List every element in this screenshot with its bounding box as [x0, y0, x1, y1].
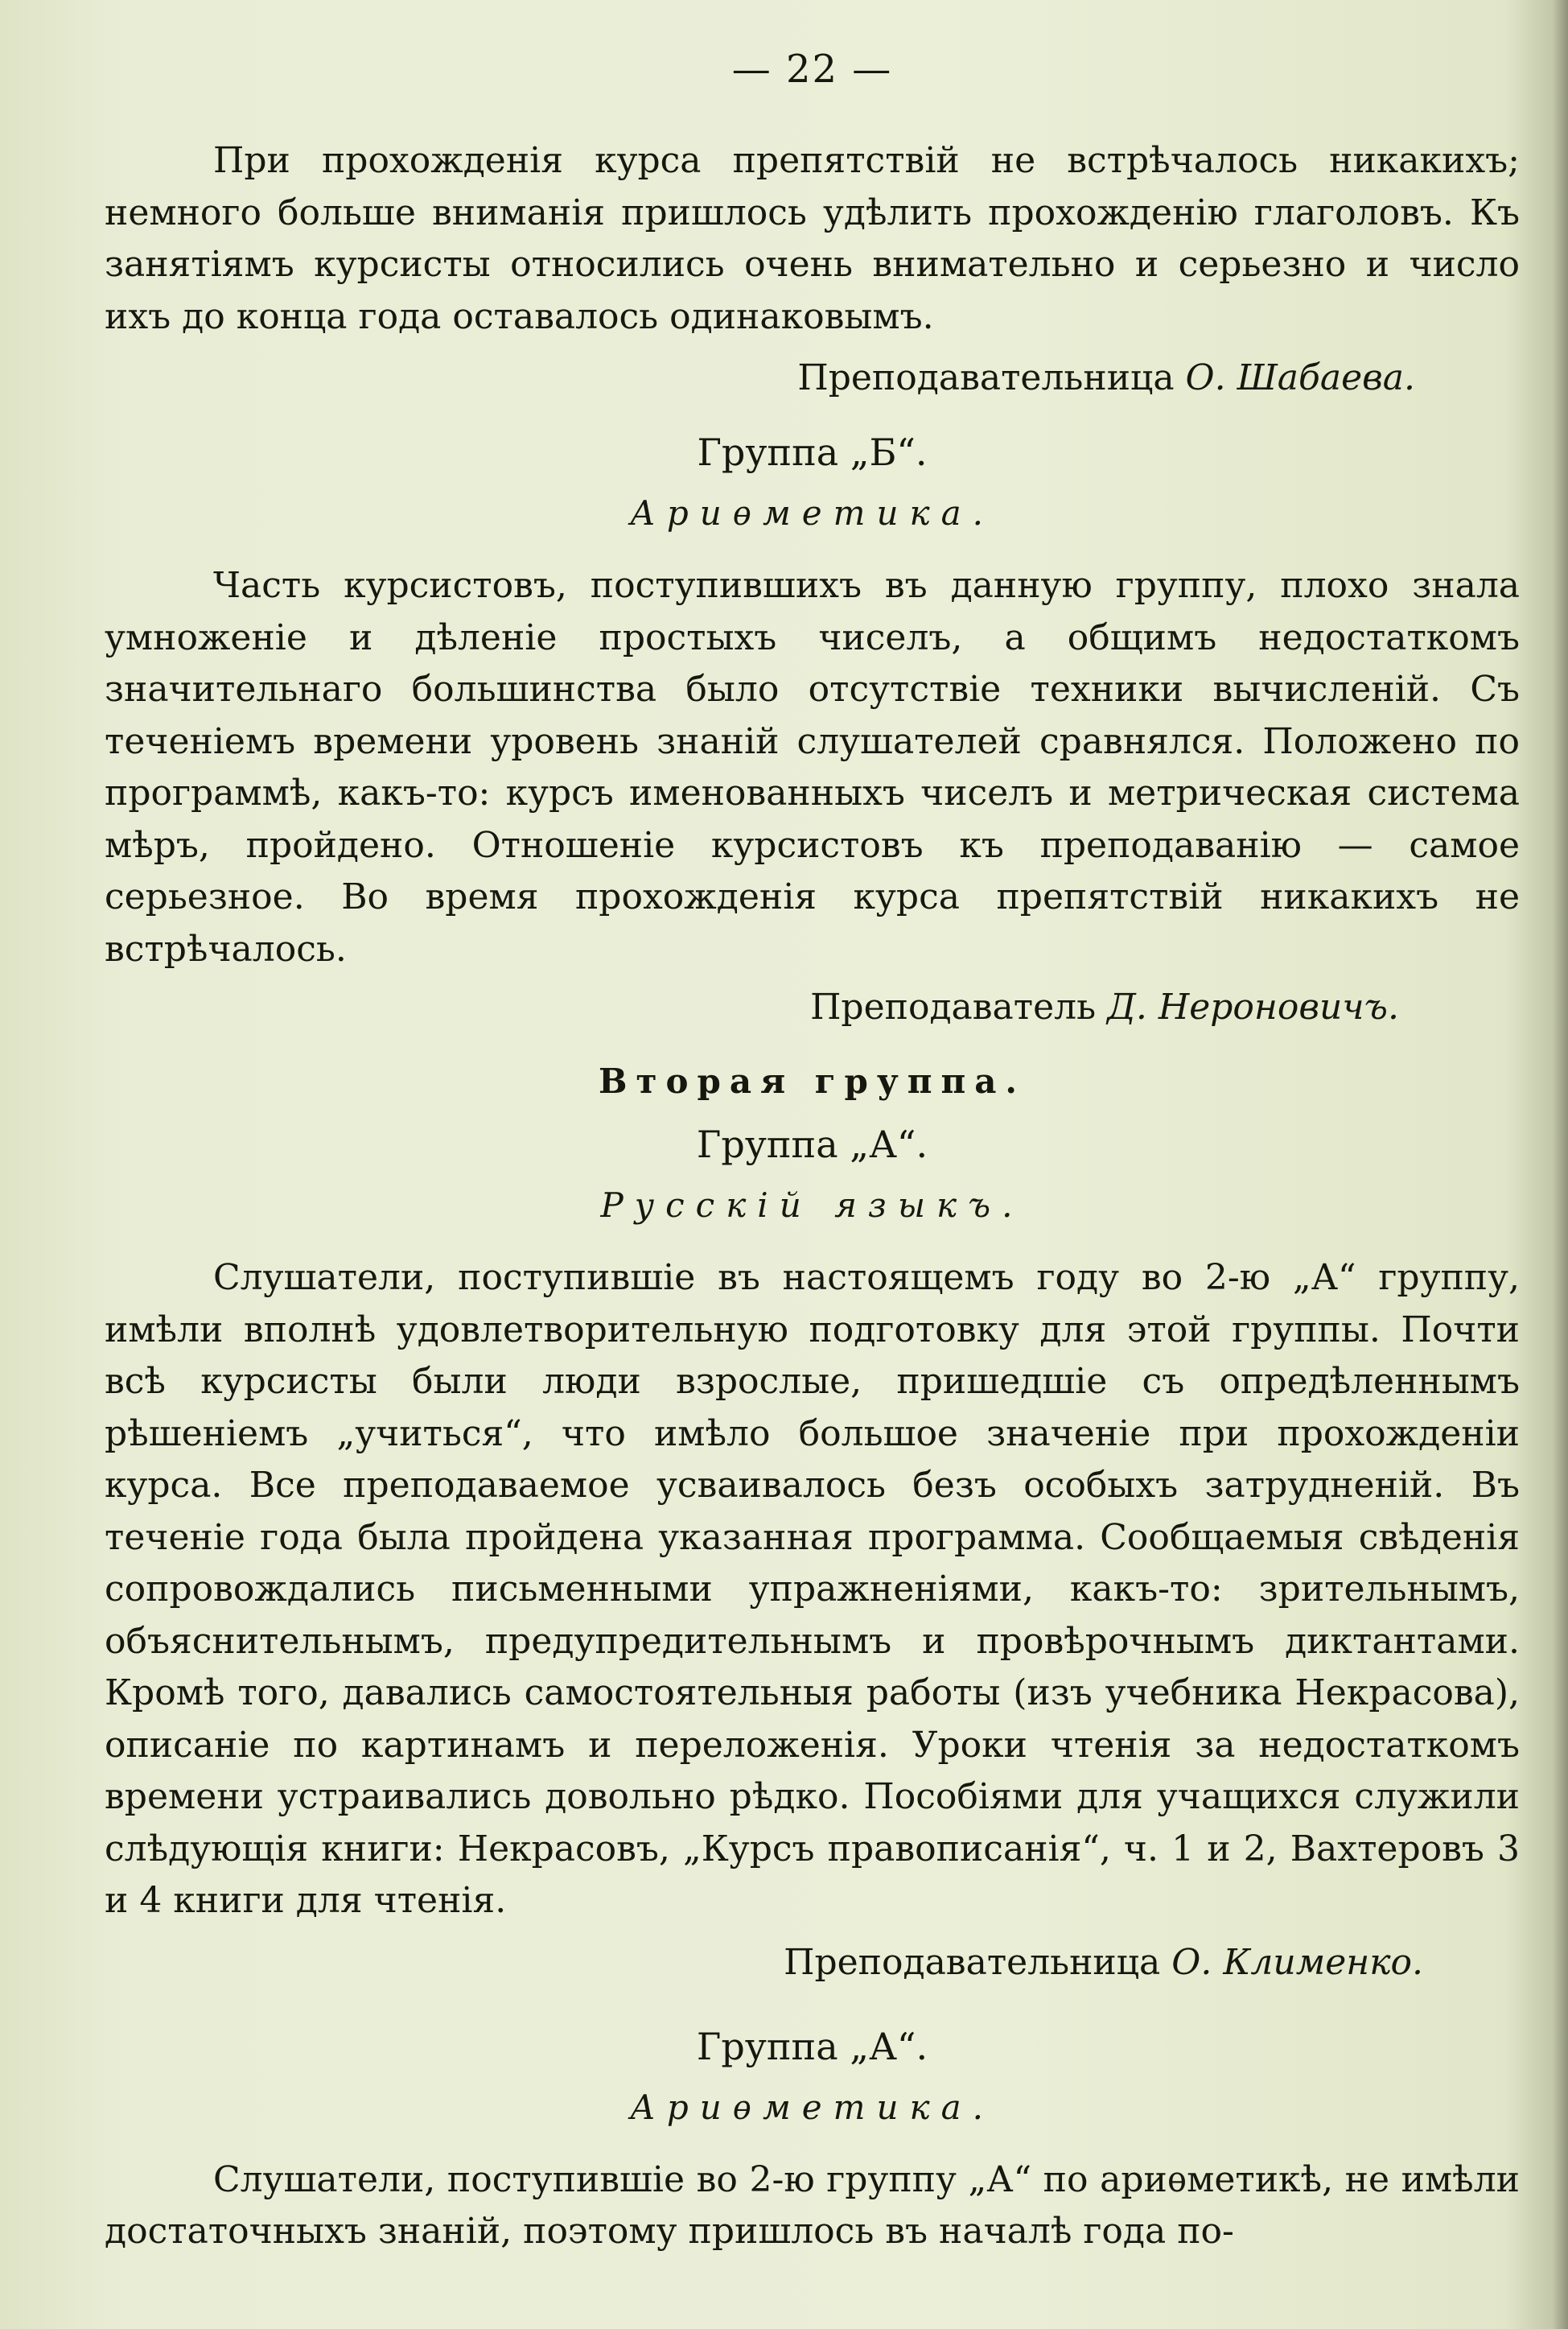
section-heading-second-group: Вторая группа.	[598, 1061, 1027, 1101]
signature-name: Д. Нероновичъ.	[1107, 987, 1399, 1028]
signature-neronovich	[105, 982, 1399, 1033]
signature-shabaeva	[105, 352, 1415, 404]
signature-role: Преподавательница	[784, 1941, 1161, 1983]
page-number: — 22 —	[731, 47, 893, 92]
signature-name: О. Шабаева.	[1185, 357, 1415, 398]
page-spine-shadow	[1550, 0, 1568, 2329]
paragraph-arithmetic-a: Слушатели, поступившіе во 2-ю группу „А“ по ариѳметикѣ, не имѣли достаточныхъ знаній, поэтому пришлось въ началѣ года по-	[105, 2158, 1520, 2252]
group-heading-a: Группа „А“.	[696, 1123, 928, 1166]
group-heading-b: Группа „Б“.	[697, 431, 928, 474]
subject-heading-arithmetic: Ариѳметика.	[630, 493, 994, 533]
group-heading-a-2: Группа „А“.	[696, 2024, 928, 2068]
signature-role: Преподаватель	[810, 987, 1097, 1028]
paragraph-arithmetic-b: Часть курсистовъ, поступившихъ въ данную группу, плохо знала умноженіе и дѣленіе простыхъ чиселъ, а общимъ недостаткомъ значительнаго большинства было отсутствіе техники вычисленій. Съ теченіемъ времени уровень знаній слушателей сравнялся. Положено по программѣ, какъ-то: курсъ именованныхъ чиселъ и метрическая система мѣръ, пройдено. Отношеніе курсистовъ къ преподаванію — самое серьезное. Во время прохожденія курса препятствій никакихъ не встрѣчалось.	[105, 565, 1520, 970]
signature-klimenko	[105, 1937, 1423, 1989]
signature-name: О. Клименко.	[1171, 1941, 1423, 1983]
paragraph-russian-a: Слушатели, поступившіе въ настоящемъ году во 2-ю „А“ группу, имѣли вполнѣ удовлетворительную подготовку для этой группы. Почти всѣ курсисты были люди взрослые, пришедшіе съ опредѣленнымъ рѣшеніемъ „учиться“, что имѣло большое значеніе при прохожденіи курса. Все преподаваемое усваивалось безъ особыхъ затрудненій. Въ теченіе года была пройдена указанная программа. Сообщаемыя свѣденія сопровождались письменными упражненіями, какъ-то: зрительнымъ, объяснительнымъ, предупредительнымъ и провѣрочнымъ диктантами. Кромѣ того, давались самостоятельныя работы (изъ учебника Некрасова), описаніе по картинамъ и переложенія. Уроки чтенія за недостаткомъ времени устраивались довольно рѣдко. Пособіями для учащихся служили слѣдующія книги: Некрасовъ, „Курсъ правописанія“, ч. 1 и 2, Вахтеровъ 3 и 4 книги для чтенія.	[105, 1257, 1520, 1921]
paragraph-grammar-summary: При прохожденія курса препятствій не встрѣчалось никакихъ; немного больше вниманія пришлось удѣлить прохожденію глаголовъ. Къ занятіямъ курсисты относились очень внимательно и серьезно и число ихъ до конца года оставалось одинаковымъ.	[105, 140, 1520, 337]
subject-heading-russian: Русскій языкъ.	[600, 1185, 1024, 1225]
signature-role: Преподавательница	[797, 357, 1175, 398]
subject-heading-arithmetic-2: Ариѳметика.	[630, 2087, 994, 2127]
